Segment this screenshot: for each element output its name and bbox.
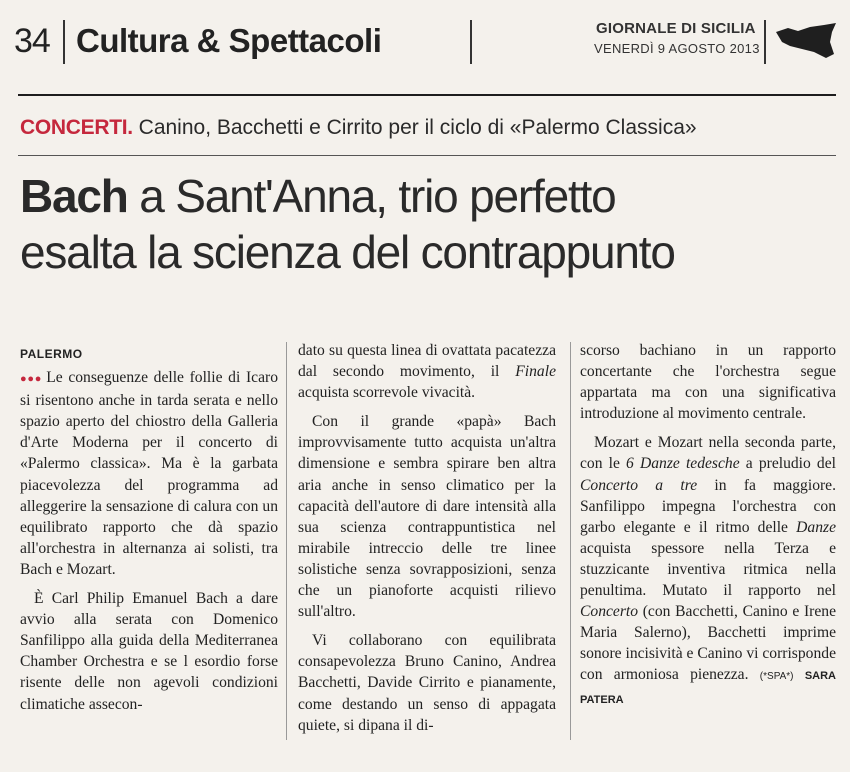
article-column-3 xyxy=(580,340,836,711)
newspaper-name: GIORNALE DI SICILIA xyxy=(596,20,756,37)
headline-line-1 xyxy=(20,168,675,224)
page-number: 34 xyxy=(14,22,50,60)
dateline: PALERMO xyxy=(20,347,83,361)
article-column-2 xyxy=(298,340,556,736)
headline-line-2: esalta la scienza del contrappunto xyxy=(20,226,675,278)
page-header xyxy=(0,0,850,74)
kicker xyxy=(20,116,697,140)
bullet-dots-icon: ●●● xyxy=(20,373,43,386)
kicker-text: Canino, Bacchetti e Cirrito per il ciclo di «Palermo Classica» xyxy=(138,116,697,139)
header-rule xyxy=(18,94,836,96)
paragraph: scorso bachiano in un rapporto concertante che l'orchestra segue appartata ma con una significativa introduzione al movimento centrale. xyxy=(580,342,836,423)
paragraph: Vi collaborano con equilibrata consapevolezza Bruno Canino, Andrea Bacchetti, Davide Cirrito e pianamente, come destando un senso di appagata quiete, si dipana il di- xyxy=(298,632,556,734)
column-divider xyxy=(286,342,287,740)
issue-date: VENERDÌ 9 AGOSTO 2013 xyxy=(594,41,760,56)
headline-bold: Bach xyxy=(20,170,128,222)
agency-credit: (*SPA*) xyxy=(759,671,794,683)
headline-line-1-rest: a Sant'Anna, trio perfetto xyxy=(127,170,616,222)
kicker-tag: CONCERTI. xyxy=(20,116,133,139)
article-column-1 xyxy=(20,340,278,715)
column-divider xyxy=(570,342,571,740)
author-name: SARA PATERA xyxy=(580,670,836,706)
section-title: Cultura & Spettacoli xyxy=(76,22,382,59)
kicker-rule xyxy=(18,155,836,156)
header-divider xyxy=(63,20,65,64)
header-divider xyxy=(470,20,472,64)
paragraph: Con il grande «papà» Bach improvvisamente tutto acquista un'altra dimensione e sembra spirare ben altra aria anche in senso climatico per la capacità dell'autore di dare intensità alla sua scienza contrappuntistica nel mirabile intreccio delle tre linee solistiche senza sovrapposizioni, senza che un pianoforte acquisti rilievo sull'altro. xyxy=(298,413,556,621)
sicily-map-icon xyxy=(774,22,840,60)
paragraph: ●●● Le conseguenze delle follie di Icaro si risentono anche in tarda serata e nello spazio aperto del chiostro della Galleria d'Arte Moderna per il concerto di «Palermo classica». Ma è la garbata piacevolezza del programma ad alleggerire la sensazione di calura con un equilibrato rapporto che dà spazio all'orchestra in alternanza ai solisti, tra Bach e Mozart. xyxy=(20,369,278,578)
headline xyxy=(20,168,675,280)
paragraph: dato su questa linea di ovattata pacatezza dal secondo movimento, il Finale acquista scorrevole vivacità. xyxy=(298,342,556,402)
header-divider xyxy=(764,20,766,64)
paragraph: Mozart e Mozart nella seconda parte, con le 6 Danze tedesche a preludio del Concerto a tre in fa maggiore. Sanfilippo impegna l'orchestra con garbo elegante e il ritmo delle Danze acquista spessore nella Terza e stuzzicante inventiva ritmica nella penultima. Mutato il rapporto nel Concerto (con Bacchetti, Canino e Irene Maria Salerno), Bacchetti imprime sonore incisività e Canino vi corrisponde con armoniosa pienezza. (*SPA*) SARA PATERA xyxy=(580,434,836,706)
paragraph: È Carl Philip Emanuel Bach a dare avvio alla serata con Domenico Sanfilippo alla guida della Mediterranea Chamber Orchestra e se l esordio forse risente delle non agevoli condizioni climatiche assecon- xyxy=(20,590,278,713)
